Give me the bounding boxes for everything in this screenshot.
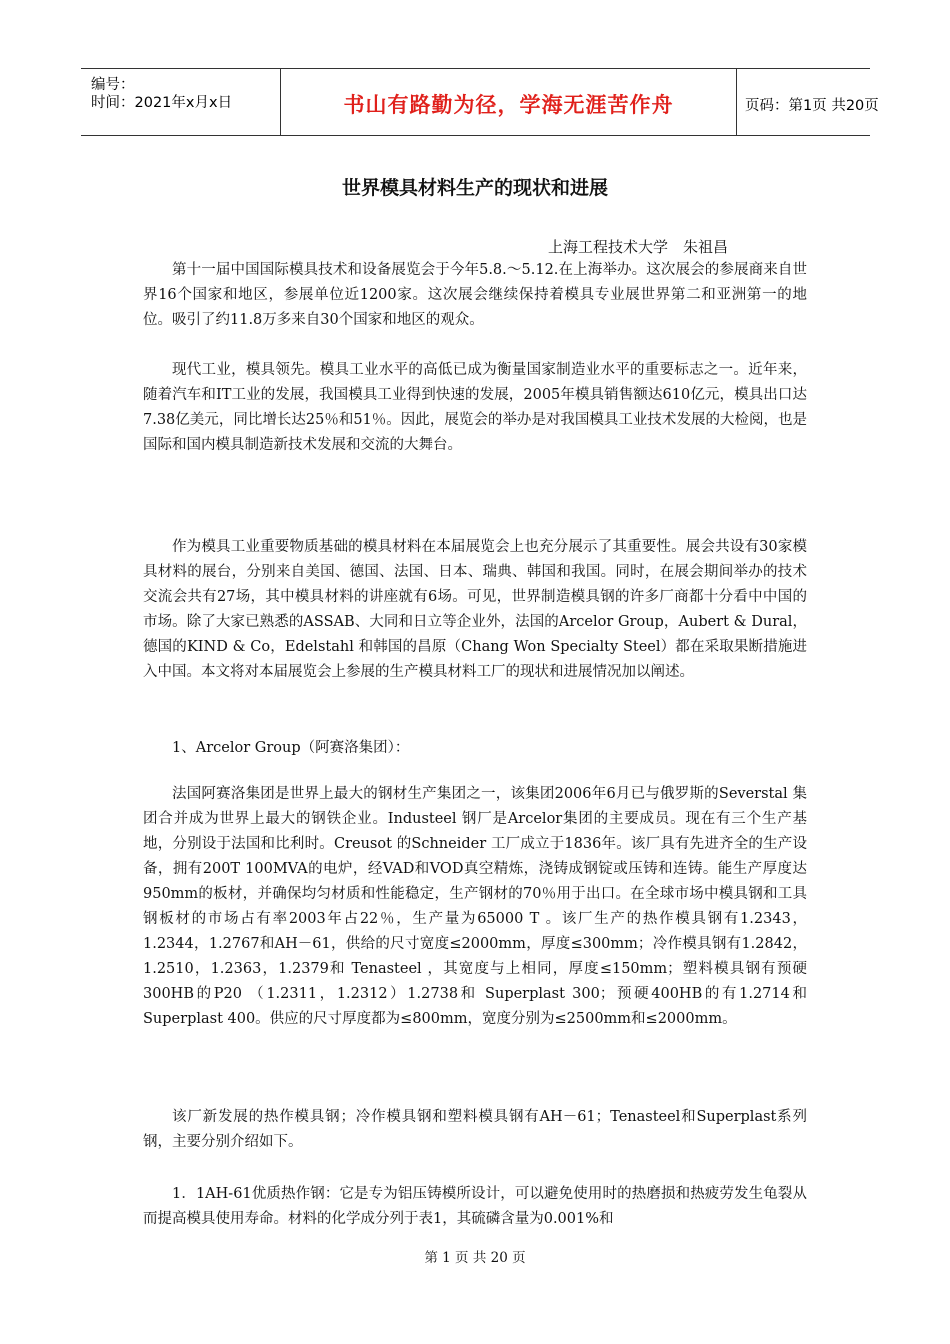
header-motto-cell bbox=[281, 69, 737, 135]
paragraph-5: 该厂新发展的热作模具钢；冷作模具钢和塑料模具钢有AH－61；Tenasteel和Superplast系列钢，主要分别介绍如下。 bbox=[143, 1109, 807, 1150]
section-heading: 1、Arcelor Group（阿赛洛集团）： bbox=[172, 740, 410, 756]
header-page-cell bbox=[737, 69, 879, 135]
paragraph-6: 1．1AH-61优质热作钢：它是专为铝压铸模所设计，可以避免使用时的热磨损和热疲劳发生龟裂从而提高模具使用寿命。材料的化学成分列于表1，其硫磷含量为0.001%和 bbox=[143, 1186, 807, 1227]
motto-text: 书山有路勤为径，学海无涯苦作舟 bbox=[343, 93, 674, 117]
document-title: 世界模具材料生产的现状和进展 bbox=[341, 177, 608, 199]
paragraph-1: 第十一届中国国际模具技术和设备展览会于今年5.8.～5.12.在上海举办。这次展会的参展商来自世界16个国家和地区，参展单位近1200家。这次展会继续保持着模具专业展世界第二和亚洲第一的地位。吸引了约11.8万多来自30个国家和地区的观众。 bbox=[143, 262, 807, 328]
document-header bbox=[81, 68, 879, 136]
number-label: 编号： bbox=[91, 77, 135, 93]
time-label: 时间：2021年x月x日 bbox=[91, 95, 233, 111]
header-info-cell bbox=[81, 69, 281, 135]
paragraph-2: 现代工业，模具领先。模具工业水平的高低已成为衡量国家制造业水平的重要标志之一。近年来，随着汽车和IT工业的发展，我国模具工业得到快速的发展，2005年模具销售额达610亿元，模具出口达7.38亿美元，同比增长达25％和51％。因此，展览会的举办是对我国模具工业技术发展的大检阅，也是国际和国内模具制造新技术发展和交流的大舞台。 bbox=[143, 362, 807, 453]
page-footer: 第 1 页 共 20 页 bbox=[424, 1250, 526, 1266]
author-line: 上海工程技术大学 朱祖昌 bbox=[548, 238, 729, 256]
paragraph-3: 作为模具工业重要物质基础的模具材料在本届展览会上也充分展示了其重要性。展会共设有30家模具材料的展台，分别来自美国、德国、法国、日本、瑞典、韩国和我国。同时，在展会期间举办的技术交流会共有27场，其中模具材料的讲座就有6场。可见，世界制造模具钢的许多厂商都十分看中中国的市场。除了大家已熟悉的ASSAB、大同和日立等企业外，法国的Arcelor Group，Aubert & Dural，德国的KIND & Co，Edelstahl 和韩国的昌原（Chang Won Specialty Steel）都在采取果断措施进入中国。本文将对本届展览会上参展的生产模具材料工厂的现状和进展情况加以阐述。 bbox=[143, 539, 807, 680]
page-number-label: 页码：第1页 共20页 bbox=[745, 98, 879, 114]
paragraph-4: 法国阿赛洛集团是世界上最大的钢材生产集团之一，该集团2006年6月已与俄罗斯的Severstal 集团合并成为世界上最大的钢铁企业。Industeel 钢厂是Arcelor集团的主要成员。现在有三个生产基地，分别设于法国和比利时。Creusot 的Schneider 工厂成立于1836年。该厂具有先进齐全的生产设备，拥有200T 100MVA的电炉，经VAD和VOD真空精炼，浇铸成钢锭或压铸和连铸。能生产厚度达950mm的板材，并确保均匀材质和性能稳定，生产钢材的70％用于出口。在全球市场中模具钢和工具钢板材的市场占有率2003年占22％，生产量为65000 T 。该厂生产的热作模具钢有1.2343，1.2344，1.2767和AH－61，供给的尺寸宽度≤2000mm，厚度≤300mm；冷作模具钢有1.2842，1.2510，1.2363，1.2379和 Tenasteel ，其宽度与上相同，厚度≤150mm；塑料模具钢有预硬300HB的P20 （1.2311，1.2312）1.2738和 Superplast 300；预硬400HB的有1.2714和Superplast 400。供应的尺寸厚度都为≤800mm，宽度分别为≤2500mm和≤2000mm。 bbox=[143, 786, 807, 1027]
